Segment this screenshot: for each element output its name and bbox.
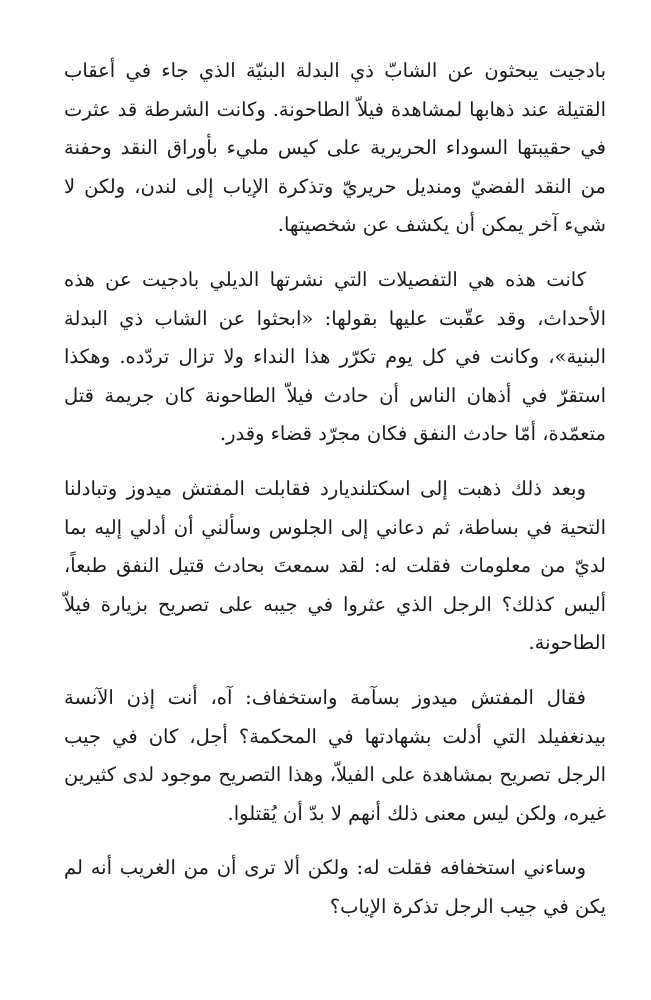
paragraph-2: كانت هذه هي التفصيلات التي نشرتها الديلي بادجيت عن هذه الأحداث، وقد عقّبت عليها بقولها: «ابحثوا عن الشاب ذي البدلة البنية»، وكانت في كل يوم تكرّر هذا النداء ولا تزال تردّده. وهكذا استقرّ في أذهان الناس أن حادث فيلاّ الطاحونة كان جريمة قتل متعمّدة، أمّا حادث النفق فكان مجرّد قضاء وقدر.	[64, 267, 606, 446]
book-page	[64, 52, 606, 942]
paragraph-1: بادجيت يبحثون عن الشابّ ذي البدلة البنيّة الذي جاء في أعقاب القتيلة عند ذهابها لمشاهدة فيلاّ الطاحونة. وكانت الشرطة قد عثرت في حقيبتها السوداء الحريرية على كيس مليء بأوراق النقد وحفنة من النقد الفضيّ ومنديل حريريّ وتذكرة الإياب إلى لندن، ولكن لا شيء آخر يمكن أن يكشف عن شخصيتها.	[64, 59, 606, 237]
paragraph-5: وساءني استخفافه فقلت له: ولكن ألا ترى أن من الغريب أنه لم يكن في جيب الرجل تذكرة الإياب؟	[64, 856, 606, 918]
paragraph-4: فقال المفتش ميدوز بسآمة واستخفاف: آه، أنت إذن الآنسة بيدنغفيلد التي أدلت بشهادتها في المحكمة؟ أجل، كان في جيب الرجل تصريح بمشاهدة على الفيلاّ، وهذا التصريح موجود لدى كثيرين غيره، ولكن ليس معنى ذلك أنهم لا بدّ أن يُقتلوا.	[64, 685, 606, 825]
paragraph-3: وبعد ذلك ذهبت إلى اسكتلنديارد فقابلت المفتش ميدوز وتبادلنا التحية في بساطة، ثم دعاني إلى الجلوس وسألني أن أدلي إليه بما لديّ من معلومات فقلت له: لقد سمعتَ بحادث قتيل النفق طبعاً، أليس كذلك؟ الرجل الذي عثروا في جيبه على تصريح بزيارة فيلاّ الطاحونة.	[64, 476, 606, 655]
